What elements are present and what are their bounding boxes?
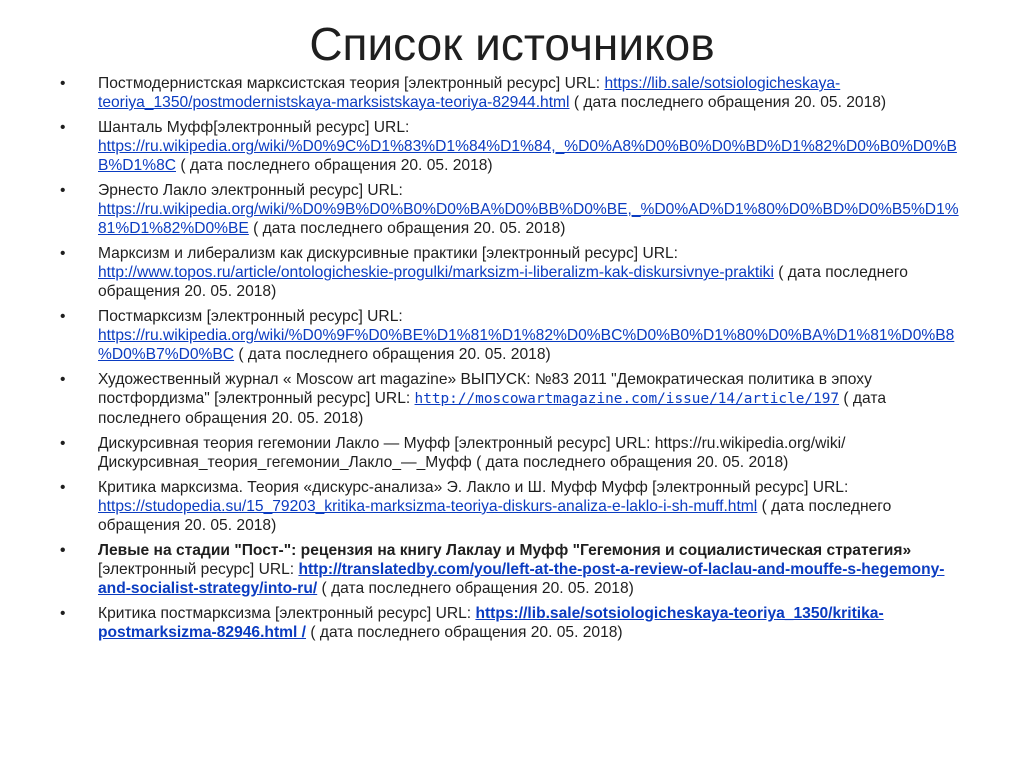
ref-date: ( дата последнего обращения 20. 05. 2018) xyxy=(98,390,886,427)
ref-link[interactable]: http://translatedby.com/you/left-at-the-post-a-review-of-laclau-and-mouffe-s-hegemony-and-socialist-strategy/into-ru/ xyxy=(98,561,945,597)
bullet-icon: • xyxy=(60,542,66,559)
bullet-icon: • xyxy=(60,182,66,199)
ref-link[interactable]: https://studopedia.su/15_79203_kritika-marksizma-teoriya-diskurs-analiza-e-laklo-i-sh-muff.html xyxy=(98,498,758,515)
list-item xyxy=(60,181,960,238)
ref-text: [электронный ресурс] URL: xyxy=(98,561,299,578)
ref-date: ( дата последнего обращения 20. 05. 2018) xyxy=(98,264,908,300)
ref-link[interactable]: https://ru.wikipedia.org/wiki/%D0%9F%D0%BE%D1%81%D1%82%D0%BC%D0%B0%D1%80%D0%BA%D1%81%D0%B8%D0%B7%D0%BC xyxy=(98,327,955,363)
ref-text: Эрнесто Лакло электронный ресурс] URL: xyxy=(98,182,403,199)
ref-date: ( дата последнего обращения 20. 05. 2018) xyxy=(569,94,887,111)
list-item xyxy=(60,307,960,364)
ref-date: ( дата последнего обращения 20. 05. 2018) xyxy=(176,157,493,174)
bullet-icon: • xyxy=(60,479,66,496)
ref-link[interactable]: http://www.topos.ru/article/ontologicheskie-progulki/marksizm-i-liberalizm-kak-diskursivnye-praktiki xyxy=(98,264,774,281)
ref-text: Критика постмарксизма [электронный ресурс] URL: xyxy=(98,605,476,622)
ref-link[interactable]: https://ru.wikipedia.org/wiki/%D0%9C%D1%83%D1%84%D1%84,_%D0%A8%D0%B0%D0%BD%D1%82%D0%B0%D0%BB%D1%8C xyxy=(98,138,957,174)
page-title: Список источников xyxy=(309,18,715,70)
bullet-icon: • xyxy=(60,119,66,136)
list-item xyxy=(60,478,960,535)
ref-link[interactable]: http://moscowartmagazine.com/issue/14/article/197 xyxy=(414,391,840,407)
reference-list xyxy=(60,74,960,648)
list-item xyxy=(60,434,960,472)
ref-link[interactable]: https://ru.wikipedia.org/wiki/%D0%9B%D0%B0%D0%BA%D0%BB%D0%BE,_%D0%AD%D1%80%D0%BD%D0%B5%D1%81%D1%82%D0%BE xyxy=(98,201,959,237)
ref-link[interactable]: https://lib.sale/sotsiologicheskaya-teoriya_1350/kritika-postmarksizma-82946.html / xyxy=(98,605,884,641)
ref-date: ( дата последнего обращения 20. 05. 2018) xyxy=(98,498,892,534)
ref-text: Марксизм и либерализм как дискурсивные практики [электронный ресурс] URL: xyxy=(98,245,678,262)
list-item xyxy=(60,118,960,175)
bullet-icon: • xyxy=(60,75,66,92)
ref-text: Шанталь Муфф[электронный ресурс] URL: xyxy=(98,119,410,136)
list-item xyxy=(60,370,960,428)
ref-date: ( дата последнего обращения 20. 05. 2018) xyxy=(234,346,551,363)
bullet-icon: • xyxy=(60,308,66,325)
list-item xyxy=(60,74,960,112)
bullet-icon: • xyxy=(60,245,66,262)
ref-date: ( дата последнего обращения 20. 05. 2018) xyxy=(317,580,634,597)
bullet-icon: • xyxy=(60,371,66,388)
ref-date: ( дата последнего обращения 20. 05. 2018) xyxy=(248,220,566,237)
list-item xyxy=(60,604,960,642)
ref-text: Постмодернистская марксистская теория [электронный ресурс] URL: xyxy=(98,75,605,92)
ref-text: Постмарксизм [электронный ресурс] URL: xyxy=(98,308,403,325)
bullet-icon: • xyxy=(60,605,66,622)
bullet-icon: • xyxy=(60,435,66,452)
list-item xyxy=(60,244,960,301)
ref-bold-title: Левые на стадии "Пост-": рецензия на книгу Лаклау и Муфф "Гегемония и социалистическая стратегия» xyxy=(98,542,912,559)
ref-link[interactable]: https://lib.sale/sotsiologicheskaya-teoriya_1350/postmodernistskaya-marksistskaya-teoriya-82944.html xyxy=(98,75,841,111)
ref-text: Дискурсивная теория гегемонии Лакло — Муфф [электронный ресурс] URL: https://ru.wikipedia.org/wiki/ Дискурсивная_теория_гегемонии_Лакло_—_Муфф ( дата последнего обращения 20. 05. 2018) xyxy=(98,435,846,471)
ref-date: ( дата последнего обращения 20. 05. 2018) xyxy=(306,624,623,641)
list-item xyxy=(60,541,960,598)
ref-text: Критика марксизма. Теория «дискурс-анализа» Э. Лакло и Ш. Муфф Муфф [электронный ресурс] URL: xyxy=(98,479,849,496)
ref-text: Художественный журнал « Moscow art magazine» ВЫПУСК: №83 2011 "Демократическая политика в эпоху постфордизма" [электронный ресурс] URL: xyxy=(98,371,872,407)
